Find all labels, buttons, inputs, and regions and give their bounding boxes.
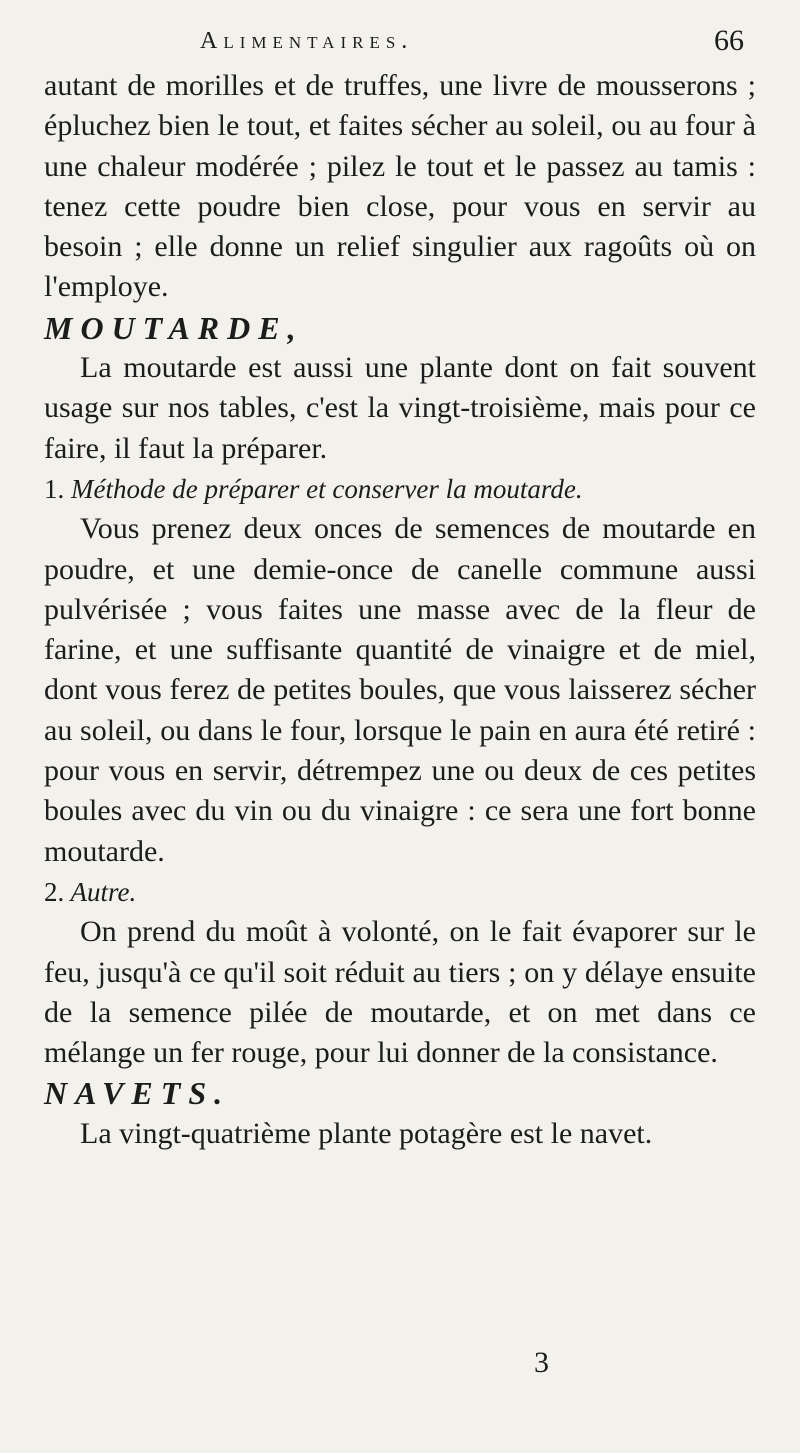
subheading-methode: [44, 469, 756, 509]
text-block: [44, 66, 756, 1154]
page-header: [0, 24, 800, 64]
section-heading-moutarde: MOUTARDE,: [44, 309, 304, 346]
section-heading-navets: NAVETS.: [44, 1075, 231, 1112]
paragraph-methode: Vous prenez deux onces de semences de moutarde en poudre, et une demie-once de canelle commune aussi pulvérisée ; vous faites une masse avec de la fleur de farine, et une suffisante quantité de vinaigre et de miel, dont vous ferez de petites boules, que vous laisserez sécher au soleil, ou dans le four, lorsque le pain en aura été retiré : pour vous en servir, détrempez une ou deux de ces petites boules avec du vin ou du vinaigre : ce sera une fort bonne moutarde.: [44, 512, 756, 868]
page-number: 66: [714, 24, 744, 57]
subheading-number: 2.: [44, 876, 65, 907]
subheading-text: Méthode de préparer et conserver la moutarde.: [71, 473, 583, 504]
running-title: Alimentaires.: [200, 28, 414, 54]
subheading-number: 1.: [44, 473, 65, 504]
signature-mark: 3: [534, 1346, 549, 1379]
paragraph-autre: On prend du moût à volonté, on le fait évaporer sur le feu, jusqu'à ce qu'il soit réduit au tiers ; on y délaye ensuite de la semence pilée de moutarde, et on met dans ce mélange un fer rouge, pour lui donner de la consistance.: [44, 915, 756, 1070]
paragraph-moutarde-intro: La moutarde est aussi une plante dont on fait souvent usage sur nos tables, c'est la vingt-troisième, mais pour ce faire, il faut la préparer.: [44, 351, 756, 465]
paragraph-navets: La vingt-quatrième plante potagère est le navet.: [80, 1116, 653, 1150]
paragraph-mousserons: autant de morilles et de truffes, une livre de mousserons ; épluchez bien le tout, et faites sécher au soleil, ou au four à une chaleur modérée ; pilez le tout et le passez au tamis : tenez cette poudre bien close, pour vous en servir au besoin ; elle donne un relief singulier aux ragoûts où on l'employe.: [44, 69, 756, 304]
subheading-autre: [44, 872, 756, 912]
subheading-text: Autre.: [70, 876, 137, 907]
